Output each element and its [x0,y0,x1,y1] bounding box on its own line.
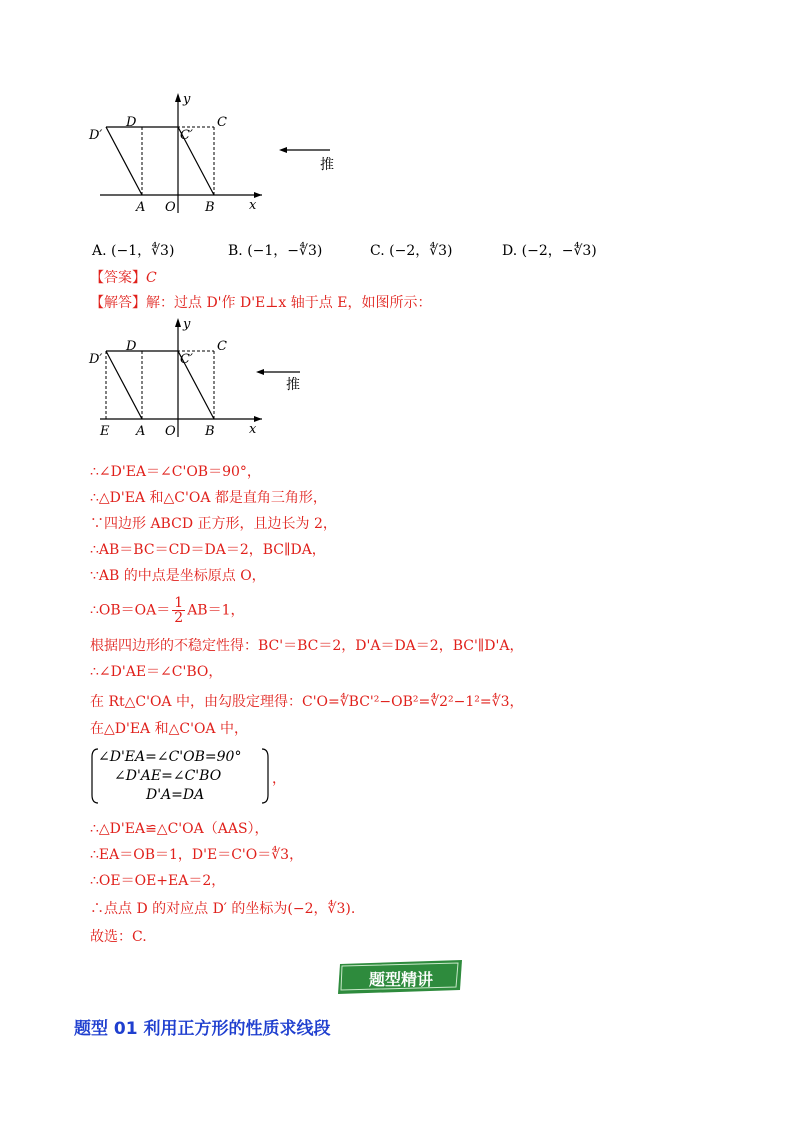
option-a[interactable] [92,240,174,260]
label-c-prime: C′ [180,128,193,143]
option-c[interactable] [370,240,453,260]
system-suffix: ， [272,771,286,787]
fig2-label-x: x [249,422,257,437]
fraction-half [172,596,185,625]
step-10: ∴△D'EA≌△C'OA（AAS）， [90,821,269,837]
step-7: ∴∠D'AE＝∠C'BO， [90,664,223,680]
step-1: ∴∠D'EA＝∠C'OB＝90°， [90,464,261,480]
fig2-label-c: C [217,339,227,354]
step-2: ∴△D'EA 和△C'OA 都是直角三角形， [90,490,327,506]
step-9: 在△D'EA 和△C'OA 中， [90,721,248,737]
label-o: O [165,200,176,215]
fig2-label-c-prime: C′ [180,352,193,367]
solution-intro [90,294,431,312]
label-y: y [183,92,191,107]
answer-line [90,269,157,287]
label-c: C [217,115,227,130]
step-4: ∴AB＝BC＝CD＝DA＝2，BC∥DA， [90,542,326,558]
step-half-suffix: AB＝1， [187,602,245,619]
equation-system [90,747,270,805]
fraction-num: 1 [174,595,184,611]
fig2-label-a: A [136,424,146,439]
step-half-prefix: ∴OB＝OA＝ [90,602,171,619]
section-banner [336,960,466,994]
fig2-label-d: D [126,339,137,354]
fig2-label-b: B [205,424,215,439]
conclusion: 故选：C. [90,929,147,945]
step-13: ∴点点 D 的对应点 D′ 的坐标为(−2，∜3). [90,901,356,917]
fig2-push-label: 推 [286,377,300,393]
step-8: 在 Rt△C'OA 中，由勾股定理得：C'O=∜BC'²−OB²=∜2²−1²=∜3， [90,694,524,710]
figure-2 [84,313,314,441]
answer-value: C [146,270,157,286]
step-5: ∵AB 的中点是坐标原点 O， [90,568,266,584]
system-eq-2: ∠D'AE=∠C'BO [114,768,222,784]
step-11: ∴EA＝OB＝1，D'E＝C'O＝∜3， [90,847,304,863]
option-a-value: (−1，∜3) [111,243,175,259]
push-label: 推 [320,157,334,173]
step-half [90,596,245,625]
fig2-label-e: E [100,424,110,439]
system-eq-3: D'A=DA [146,787,205,803]
figure-1 [84,88,354,218]
option-b-letter: B. [228,243,243,259]
label-x: x [249,198,257,213]
solution-intro-text: 解：过点 D'作 D'E⊥x 轴于点 E，如图所示： [146,295,432,311]
label-d: D [126,115,137,130]
option-b[interactable] [228,240,322,260]
fig2-label-y: y [183,317,191,332]
option-d[interactable] [502,240,597,260]
option-b-value: (−1，−∜3) [247,243,323,259]
answer-tag: 【答案】 [90,270,146,286]
fig2-label-o: O [165,424,176,439]
option-c-value: (−2，∜3) [389,243,453,259]
option-d-letter: D. [502,243,518,259]
solution-tag: 【解答】 [90,295,146,311]
label-b: B [205,200,215,215]
option-c-letter: C. [370,243,385,259]
option-d-value: (−2，−∜3) [521,243,597,259]
label-a: A [136,200,146,215]
system-eq-1: ∠D'EA=∠C'OB=90° [98,749,242,765]
step-12: ∴OE＝OE+EA＝2， [90,873,226,889]
step-3: ∵四边形 ABCD 正方形，且边长为 2， [90,516,337,532]
fig2-label-d-prime: D′ [89,352,103,367]
option-a-letter: A. [92,243,107,259]
fraction-den: 2 [174,610,184,626]
step-6: 根据四边形的不稳定性得：BC'＝BC＝2，D'A＝DA＝2，BC'∥D'A， [90,638,524,654]
banner-label: 题型精讲 [368,970,433,989]
label-d-prime: D′ [89,128,103,143]
section-title: 题型 01 利用正方形的性质求线段 [74,1019,331,1039]
